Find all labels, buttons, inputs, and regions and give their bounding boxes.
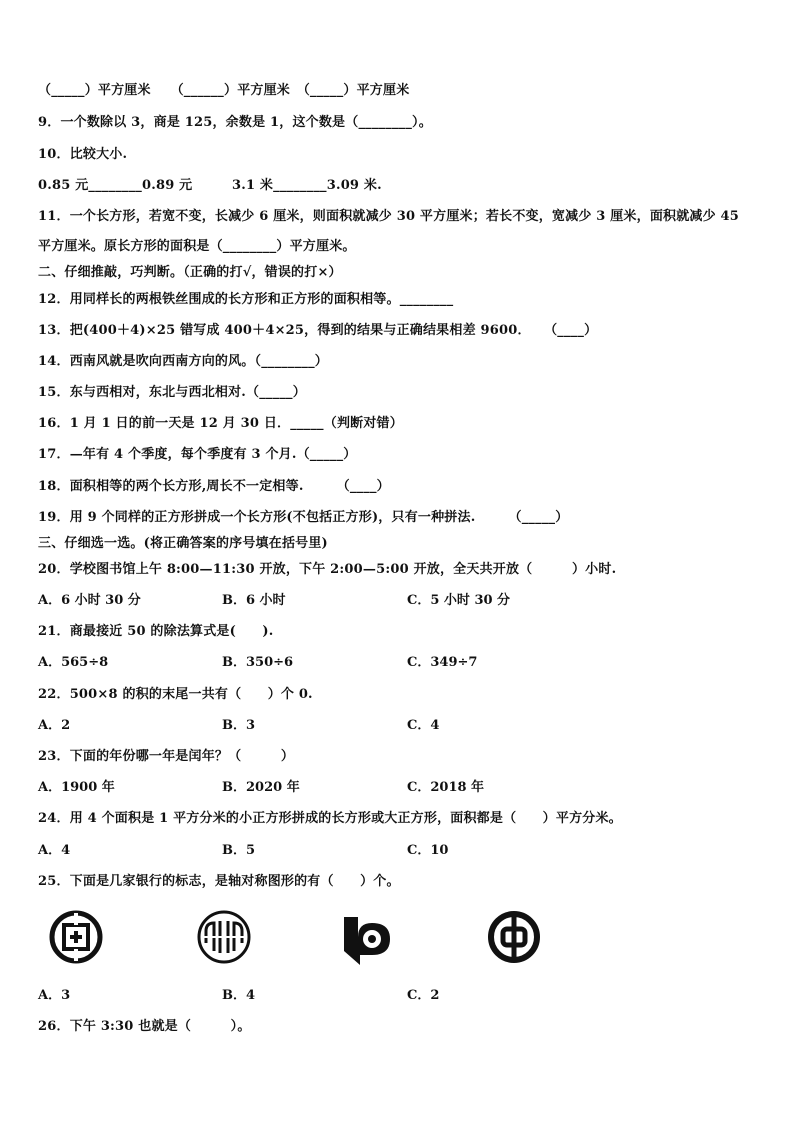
icbc-logo-icon bbox=[48, 909, 104, 965]
question-11-line2: 平方厘米。原长方形的面积是（________）平方厘米。 bbox=[38, 239, 356, 254]
q22-option-c[interactable]: C．4 bbox=[407, 718, 440, 733]
citic-logo-icon bbox=[196, 909, 252, 965]
question-21: 21．商最接近 50 的除法算式是( ). bbox=[38, 624, 274, 639]
question-11-line1: 11．一个长方形，若宽不变，长减少 6 厘米，则面积就减少 30 平方厘米；若长不变，宽减少 3 厘米，面积就减少 45 bbox=[38, 209, 740, 224]
question-22: 22．500×8 的积的末尾一共有（ ）个 0. bbox=[38, 687, 313, 702]
q21-option-a[interactable]: A．565÷8 bbox=[38, 655, 109, 670]
question-18: 18．面积相等的两个长方形,周长不一定相等. （____） bbox=[38, 479, 390, 494]
q24-option-b[interactable]: B．5 bbox=[222, 843, 256, 858]
question-14: 14．西南风就是吹向西南方向的风。（________） bbox=[38, 354, 328, 369]
q22-option-b[interactable]: B．3 bbox=[222, 718, 256, 733]
question-12: 12．用同样长的两根铁丝围成的长方形和正方形的面积相等。________ bbox=[38, 292, 454, 307]
q23-option-b[interactable]: B．2020 年 bbox=[222, 780, 300, 795]
bank-of-china-logo-icon bbox=[486, 909, 542, 965]
question-25: 25．下面是几家银行的标志，是轴对称图形的有（ ）个。 bbox=[38, 874, 400, 889]
q24-option-a[interactable]: A．4 bbox=[38, 843, 71, 858]
question-24: 24．用 4 个面积是 1 平方分米的小正方形拼成的长方形或大正方形，面积都是（ ）平方分米。 bbox=[38, 811, 622, 826]
question-10-compare: 0.85 元________0.89 元 3.1 米________3.09 米. bbox=[38, 178, 382, 193]
section-2-heading: 二、仔细推敲，巧判断。（正确的打√，错误的打×） bbox=[38, 265, 342, 280]
q25-option-c[interactable]: C．2 bbox=[407, 988, 440, 1003]
section-3-heading: 三、仔细选一选。(将正确答案的序号填在括号里) bbox=[38, 536, 328, 551]
q20-option-c[interactable]: C．5 小时 30 分 bbox=[407, 593, 511, 608]
q24-option-c[interactable]: C．10 bbox=[407, 843, 449, 858]
question-10: 10．比较大小. bbox=[38, 147, 128, 162]
q25-option-b[interactable]: B．4 bbox=[222, 988, 256, 1003]
q23-option-a[interactable]: A．1900 年 bbox=[38, 780, 115, 795]
q20-option-b[interactable]: B．6 小时 bbox=[222, 593, 286, 608]
question-23: 23．下面的年份哪一年是闰年？（ ） bbox=[38, 749, 295, 764]
question-15: 15．东与西相对，东北与西北相对.（_____） bbox=[38, 385, 306, 400]
q22-option-a[interactable]: A．2 bbox=[38, 718, 71, 733]
question-16: 16．1 月 1 日的前一天是 12 月 30 日．_____（判断对错） bbox=[38, 416, 403, 431]
q8-blanks-line: （_____）平方厘米 （______）平方厘米 （_____）平方厘米 bbox=[38, 83, 410, 98]
q23-option-c[interactable]: C．2018 年 bbox=[407, 780, 485, 795]
question-9: 9．一个数除以 3，商是 125，余数是 1，这个数是（________）。 bbox=[38, 115, 432, 130]
question-13: 13．把(400＋4)×25 错写成 400＋4×25，得到的结果与正确结果相差 9600． （____） bbox=[38, 323, 598, 338]
q21-option-c[interactable]: C．349÷7 bbox=[407, 655, 478, 670]
q21-option-b[interactable]: B．350÷6 bbox=[222, 655, 294, 670]
question-17: 17．—年有 4 个季度，每个季度有 3 个月.（_____） bbox=[38, 447, 357, 462]
q25-option-a[interactable]: A．3 bbox=[38, 988, 71, 1003]
question-19: 19．用 9 个同样的正方形拼成一个长方形(不包括正方形)，只有一种拼法. （_____） bbox=[38, 510, 569, 525]
question-26: 26．下午 3:30 也就是（ ）。 bbox=[38, 1019, 251, 1034]
question-20: 20．学校图书馆上午 8:00—11:30 开放，下午 2:00—5:00 开放，全天共开放（ ）小时. bbox=[38, 562, 617, 577]
q20-option-a[interactable]: A．6 小时 30 分 bbox=[38, 593, 141, 608]
bank-of-communications-logo-icon bbox=[340, 909, 396, 965]
